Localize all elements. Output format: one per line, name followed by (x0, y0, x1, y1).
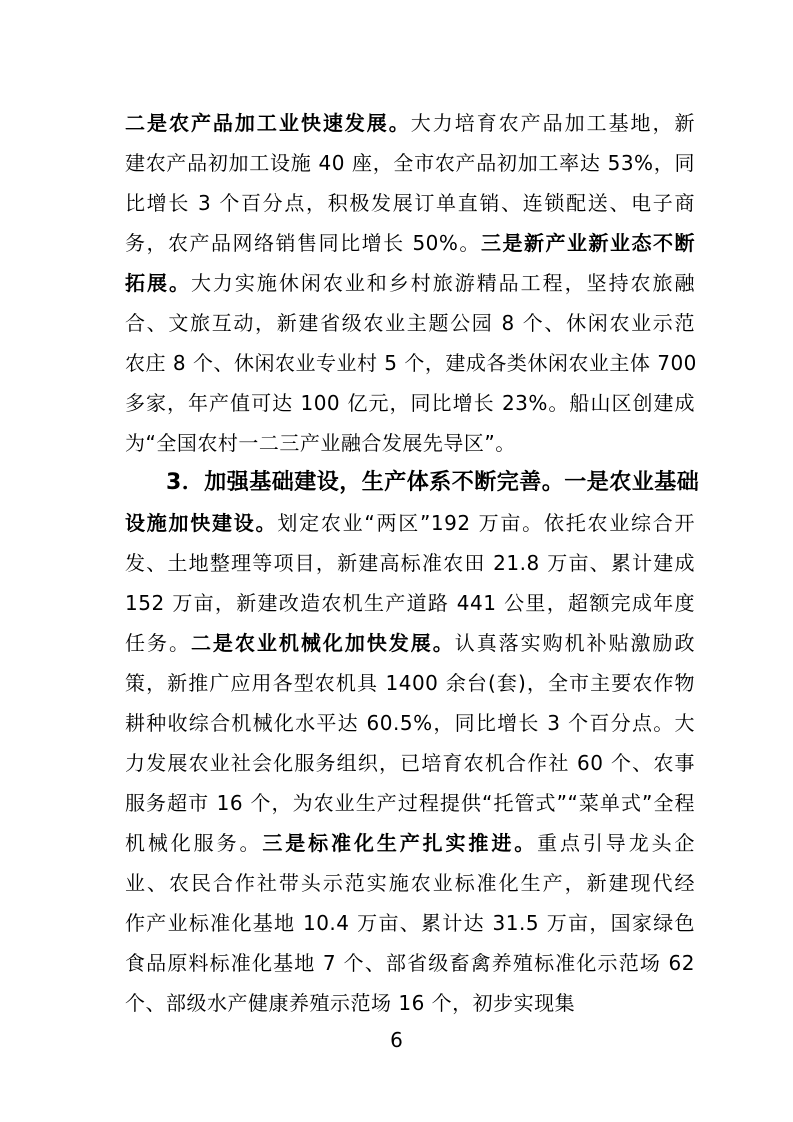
text-segment: 业、农民合作社带头示范实施农业标准化生产，新建现代经 (125, 871, 695, 895)
text-segment: 大力培育农产品加工基地，新 (410, 111, 696, 135)
text-segment: 农庄 8 个、休闲农业专业村 5 个，建成各类休闲农业主体 700 (125, 351, 697, 375)
text-segment: 重点引导龙头企 (537, 831, 695, 855)
text-line (125, 103, 695, 143)
text-line (125, 623, 695, 663)
text-line (125, 343, 695, 383)
text-segment: 大力实施休闲农业和乡村旅游精品工程，坚持农旅融 (190, 271, 696, 295)
text-segment: 比增长 3 个百分点，积极发展订单直销、连锁配送、电子商 (125, 191, 695, 215)
text-segment: 策，新推广应用各型农机具 1400 余台(套)，全市主要农作物 (125, 671, 695, 695)
text-segment: 三是新产业新业态不断 (480, 231, 696, 255)
page-footer (0, 1026, 793, 1054)
text-line (125, 223, 695, 263)
text-segment: 二是农业机械化加快发展。 (190, 631, 455, 655)
text-line (125, 783, 695, 823)
text-segment: 划定农业“两区”192 万亩。依托农业综合开 (277, 511, 695, 535)
text-segment: 建农产品初加工设施 40 座，全市农产品初加工率达 53%，同 (125, 151, 695, 175)
text-segment: 耕种收综合机械化水平达 60.5%，同比增长 3 个百分点。大 (125, 711, 695, 735)
text-segment: 任务。 (125, 631, 191, 655)
text-line (125, 743, 695, 783)
document-body (125, 103, 700, 1023)
text-segment: 三是标准化生产扎实推进。 (262, 831, 538, 855)
text-segment: 食品原料标准化基地 7 个、部省级畜禽养殖标准化示范场 62 (125, 951, 695, 975)
text-segment: 务，农产品网络销售同比增长 50%。 (125, 231, 481, 255)
text-segment: 多家，年产值可达 100 亿元，同比增长 23%。船山区创建成 (125, 391, 695, 415)
text-segment: 服务超市 16 个，为农业生产过程提供“托管式”“菜单式”全程 (125, 791, 695, 815)
text-line (125, 663, 695, 703)
text-segment: 设施加快建设。 (125, 511, 278, 535)
text-line (125, 303, 695, 343)
text-line (125, 943, 695, 983)
text-line (125, 503, 695, 543)
text-segment: 二是农产品加工业快速发展。 (125, 111, 411, 135)
text-line (125, 183, 695, 223)
text-line (125, 983, 695, 1023)
page-number: 6 (390, 1028, 403, 1052)
text-segment: 个、部级水产健康养殖示范场 16 个，初步实现集 (125, 991, 576, 1015)
text-line (125, 463, 700, 503)
text-segment: 力发展农业社会化服务组织，已培育农机合作社 60 个、农事 (125, 751, 695, 775)
text-line (125, 863, 695, 903)
text-segment: 3．加强基础建设，生产体系不断完善。一是农业基础 (166, 470, 700, 495)
text-segment: 机械化服务。 (125, 831, 263, 855)
text-segment: 合、文旅互动，新建省级农业主题公园 8 个、休闲农业示范 (125, 311, 695, 335)
text-line (125, 143, 695, 183)
text-segment: 发、土地整理等项目，新建高标准农田 21.8 万亩、累计建成 (125, 551, 695, 575)
text-segment: 作产业标准化基地 10.4 万亩、累计达 31.5 万亩，国家绿色 (125, 911, 695, 935)
text-line (125, 543, 695, 583)
text-line (125, 423, 695, 463)
text-segment: 认真落实购机补贴激励政 (454, 631, 696, 655)
text-line (125, 903, 695, 943)
text-line (125, 383, 695, 423)
text-segment: 152 万亩，新建改造农机生产道路 441 公里，超额完成年度 (125, 591, 695, 615)
text-line (125, 703, 695, 743)
text-line (125, 583, 695, 623)
text-segment: 拓展。 (125, 271, 191, 295)
text-segment: 为“全国农村一二三产业融合发展先导区”。 (125, 431, 516, 455)
text-line (125, 263, 695, 303)
text-line (125, 823, 695, 863)
